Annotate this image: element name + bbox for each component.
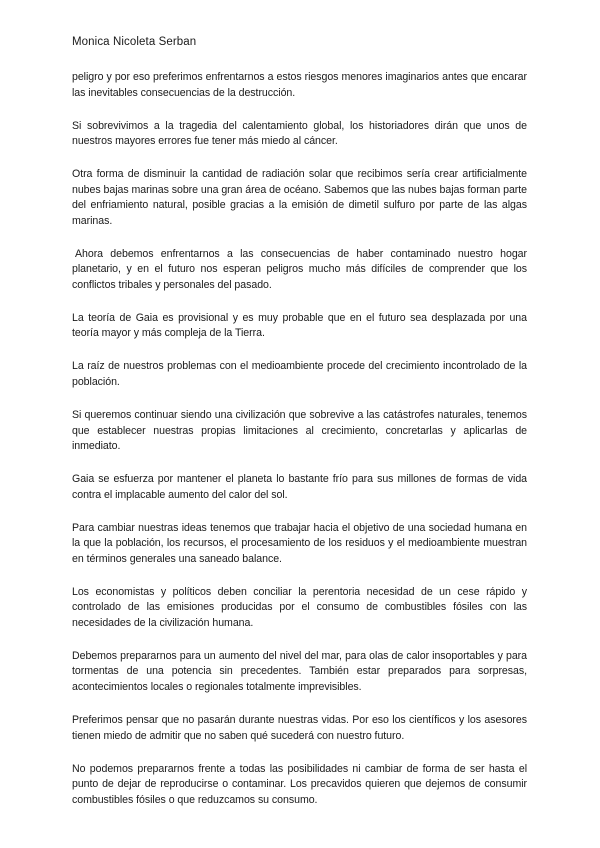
paragraph-7: Si queremos continuar siendo una civilización que sobrevive a las catástrofes naturales, tenemos que establecer nuestras propias limitaciones al crecimiento, concretarlas y aplicarlas de inmediato. [72,409,527,453]
page-header-author: Monica Nicoleta Serban [72,36,197,48]
paragraph-6: La raíz de nuestros problemas con el medioambiente procede del crecimiento incontrolado de la población. [72,360,527,388]
paragraph-4: Ahora debemos enfrentarnos a las consecuencias de haber contaminado nuestro hogar planetario, y en el futuro nos esperan peligros mucho más difíciles de comprender que los conflictos tribales y personales del pasado. [72,247,527,291]
document-body [72,70,527,826]
paragraph-11: Debemos prepararnos para un aumento del nivel del mar, para olas de calor insoportables y para tormentas de una potencia sin precedentes. También estar preparados para sorpresas, acontecimientos locales o regionales totalmente imprevisibles. [72,649,527,693]
paragraph-1: peligro y por eso preferimos enfrentarnos a estos riesgos menores imaginarios antes que encarar las inevitables consecuencias de la destrucción. [72,71,527,99]
paragraph-10: Los economistas y políticos deben conciliar la perentoria necesidad de un cese rápido y controlado de las emisiones producidas por el consumo de combustibles fósiles con las necesidades de la civilización humana. [72,585,527,629]
paragraph-2: Si sobrevivimos a la tragedia del calentamiento global, los historiadores dirán que unos de nuestros mayores errores fue tener más miedo al cáncer. [72,119,527,148]
paragraph-12: Preferimos pensar que no pasarán durante nuestras vidas. Por eso los científicos y los asesores tienen miedo de admitir que no saben qué sucederá con nuestro futuro. [72,714,527,742]
paragraph-8: Gaia se esfuerza por mantener el planeta lo bastante frío para sus millones de formas de vida contra el implacable aumento del calor del sol. [72,473,527,501]
paragraph-13: No podemos prepararnos frente a todas las posibilidades ni cambiar de forma de ser hasta el punto de dejar de reproducirse o contaminar. Los precavidos quieren que dejemos de consumir combustibles fósiles o que reduzcamos su consumo. [72,762,527,806]
paragraph-3: Otra forma de disminuir la cantidad de radiación solar que recibimos sería crear artificialmente nubes bajas marinas sobre una gran área de océano. Sabemos que las nubes bajas forman parte del enfriamiento natural, posible gracias a la emisión de dimetil sulfuro por parte de las algas marinas. [72,168,527,227]
paragraph-9: Para cambiar nuestras ideas tenemos que trabajar hacia el objetivo de una sociedad humana en la que la población, los recursos, el procesamiento de los residuos y el medioambiente muestran en términos generales una saneado balance. [72,521,527,565]
paragraph-5: La teoría de Gaia es provisional y es muy probable que en el futuro sea desplazada por una teoría mayor y más compleja de la Tierra. [72,311,527,340]
